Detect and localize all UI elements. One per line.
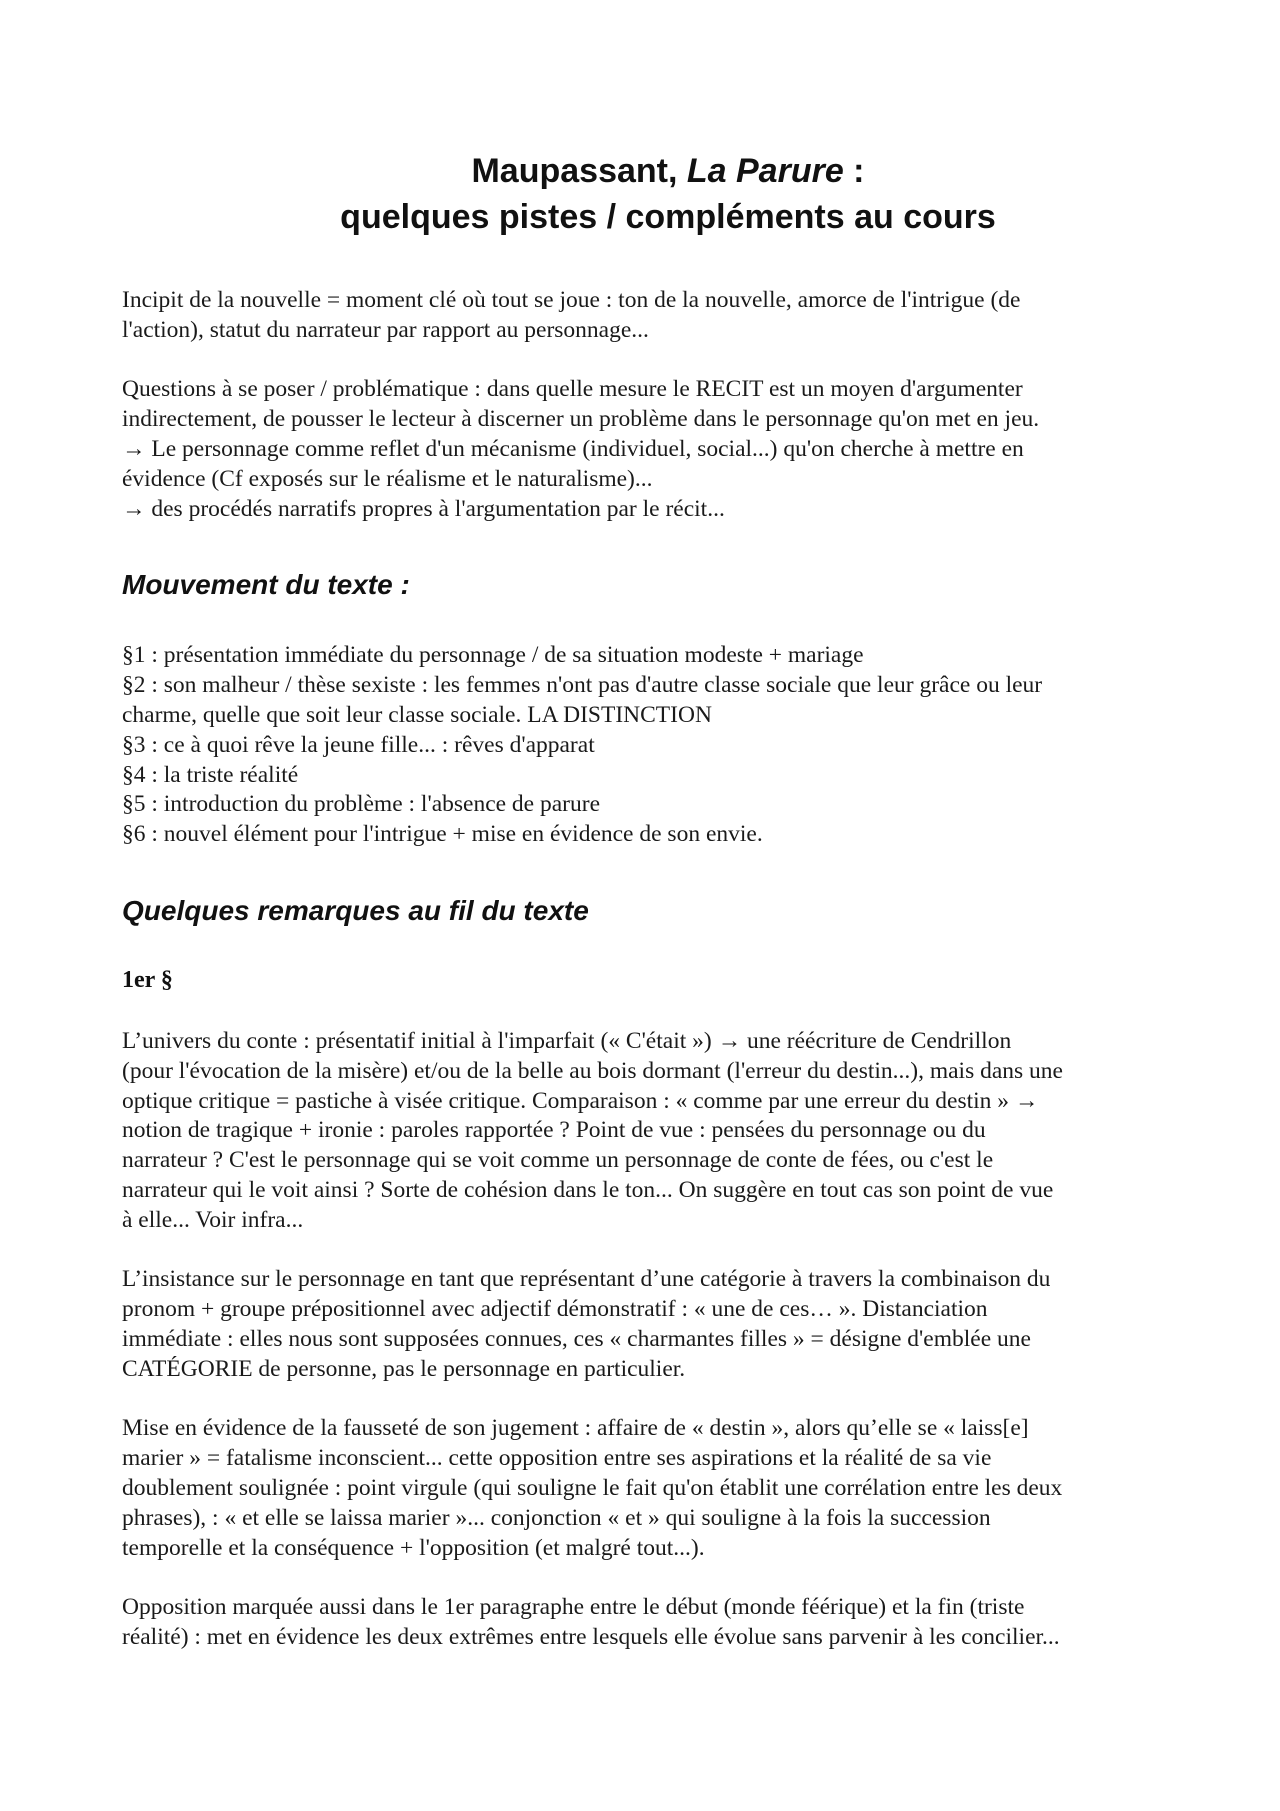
title-work: La Parure xyxy=(686,152,844,190)
text-line: phrases), : « et elle se laissa marier »... conjonction « et » qui souligne à la fois la succession xyxy=(122,1504,991,1531)
mouvement-item: §5 : introduction du problème : l'absence de parure xyxy=(122,791,600,818)
text-line: L’univers du conte : présentatif initial à l'imparfait (« C'était ») → une réécriture de Cendrillon xyxy=(122,1027,1012,1054)
mouvement-item: §6 : nouvel élément pour l'intrigue + mise en évidence de son envie. xyxy=(122,821,763,848)
text-line: L’insistance sur le personnage en tant que représentant d’une catégorie à travers la combinaison du xyxy=(122,1266,1051,1293)
document-title xyxy=(0,148,1280,240)
remarque-paragraph-2 xyxy=(122,1265,1182,1384)
heading-mouvement: Mouvement du texte : xyxy=(122,569,410,601)
text-line: marier » = fatalisme inconscient... cette opposition entre ses aspirations et la réalité de sa vie xyxy=(122,1445,992,1472)
text-line: → Le personnage comme reflet d'un mécanisme (individuel, social...) qu'on cherche à mettre en xyxy=(122,435,1024,462)
text-line: pronom + groupe prépositionnel avec adjectif démonstratif : « une de ces… ». Distanciation xyxy=(122,1296,988,1323)
title-author: Maupassant, xyxy=(471,152,687,190)
text-line: CATÉGORIE de personne, pas le personnage en particulier. xyxy=(122,1355,686,1382)
document-body xyxy=(122,286,1182,1653)
text-line: Opposition marquée aussi dans le 1er paragraphe entre le début (monde féérique) et la fin (triste xyxy=(122,1594,1025,1621)
text-line: narrateur qui le voit ainsi ? Sorte de cohésion dans le ton... On suggère en tout cas son point de vue xyxy=(122,1176,1054,1203)
text-line: l'action), statut du narrateur par rapport au personnage... xyxy=(122,316,649,343)
text-line: optique critique = pastiche à visée critique. Comparaison : « comme par une erreur du destin » → xyxy=(122,1087,1039,1114)
remarque-paragraph-4 xyxy=(122,1593,1182,1653)
intro-paragraph-1 xyxy=(122,286,1182,346)
text-line: immédiate : elles nous sont supposées connues, ces « charmantes filles » = désigne d'emblée une xyxy=(122,1325,1031,1352)
text-line: narrateur ? C'est le personnage qui se voit comme un personnage de conte de fées, ou c'est le xyxy=(122,1147,994,1174)
text-line: évidence (Cf exposés sur le réalisme et le naturalisme)... xyxy=(122,465,653,492)
mouvement-item: §3 : ce à quoi rêve la jeune fille... : rêves d'apparat xyxy=(122,731,595,758)
text-line: Incipit de la nouvelle = moment clé où tout se joue : ton de la nouvelle, amorce de l'intrigue (de xyxy=(122,287,1021,313)
heading-remarques: Quelques remarques au fil du texte xyxy=(122,894,589,926)
text-line: doublement soulignée : point virgule (qui souligne le fait qu'on établit une corrélation entre les deux xyxy=(122,1474,1063,1501)
text-line: temporelle et la conséquence + l'opposition (et malgré tout...). xyxy=(122,1534,705,1561)
subheading-1er-paragraphe: 1er § xyxy=(122,966,173,993)
remarque-paragraph-3 xyxy=(122,1414,1182,1563)
text-line: Mise en évidence de la fausseté de son jugement : affaire de « destin », alors qu’elle se « laiss[e] xyxy=(122,1415,1029,1442)
text-line: notion de tragique + ironie : paroles rapportée ? Point de vue : pensées du personnage ou du xyxy=(122,1117,986,1144)
title-line-2: quelques pistes / compléments au cours xyxy=(340,198,996,236)
mouvement-item: charme, quelle que soit leur classe sociale. LA DISTINCTION xyxy=(122,701,712,728)
mouvement-item: §1 : présentation immédiate du personnage / de sa situation modeste + mariage xyxy=(122,642,864,669)
text-line: → des procédés narratifs propres à l'argumentation par le récit... xyxy=(122,495,725,522)
text-line: (pour l'évocation de la misère) et/ou de la belle au bois dormant (l'erreur du destin...), mais dans une xyxy=(122,1057,1063,1084)
remarque-paragraph-1 xyxy=(122,1027,1182,1236)
title-colon: : xyxy=(843,152,865,190)
text-line: à elle... Voir infra... xyxy=(122,1206,304,1233)
text-line: indirectement, de pousser le lecteur à discerner un problème dans le personnage qu'on met en jeu. xyxy=(122,406,1040,433)
mouvement-list xyxy=(122,641,1182,850)
intro-paragraph-2 xyxy=(122,375,1182,524)
text-line: réalité) : met en évidence les deux extrêmes entre lesquels elle évolue sans parvenir à les concilier... xyxy=(122,1623,1060,1650)
title-line-1 xyxy=(0,148,1280,194)
mouvement-item: §4 : la triste réalité xyxy=(122,761,299,788)
mouvement-item: §2 : son malheur / thèse sexiste : les femmes n'ont pas d'autre classe sociale que leur grâce ou leur xyxy=(122,672,1043,699)
text-line: Questions à se poser / problématique : dans quelle mesure le RECIT est un moyen d'argumenter xyxy=(122,376,1023,403)
